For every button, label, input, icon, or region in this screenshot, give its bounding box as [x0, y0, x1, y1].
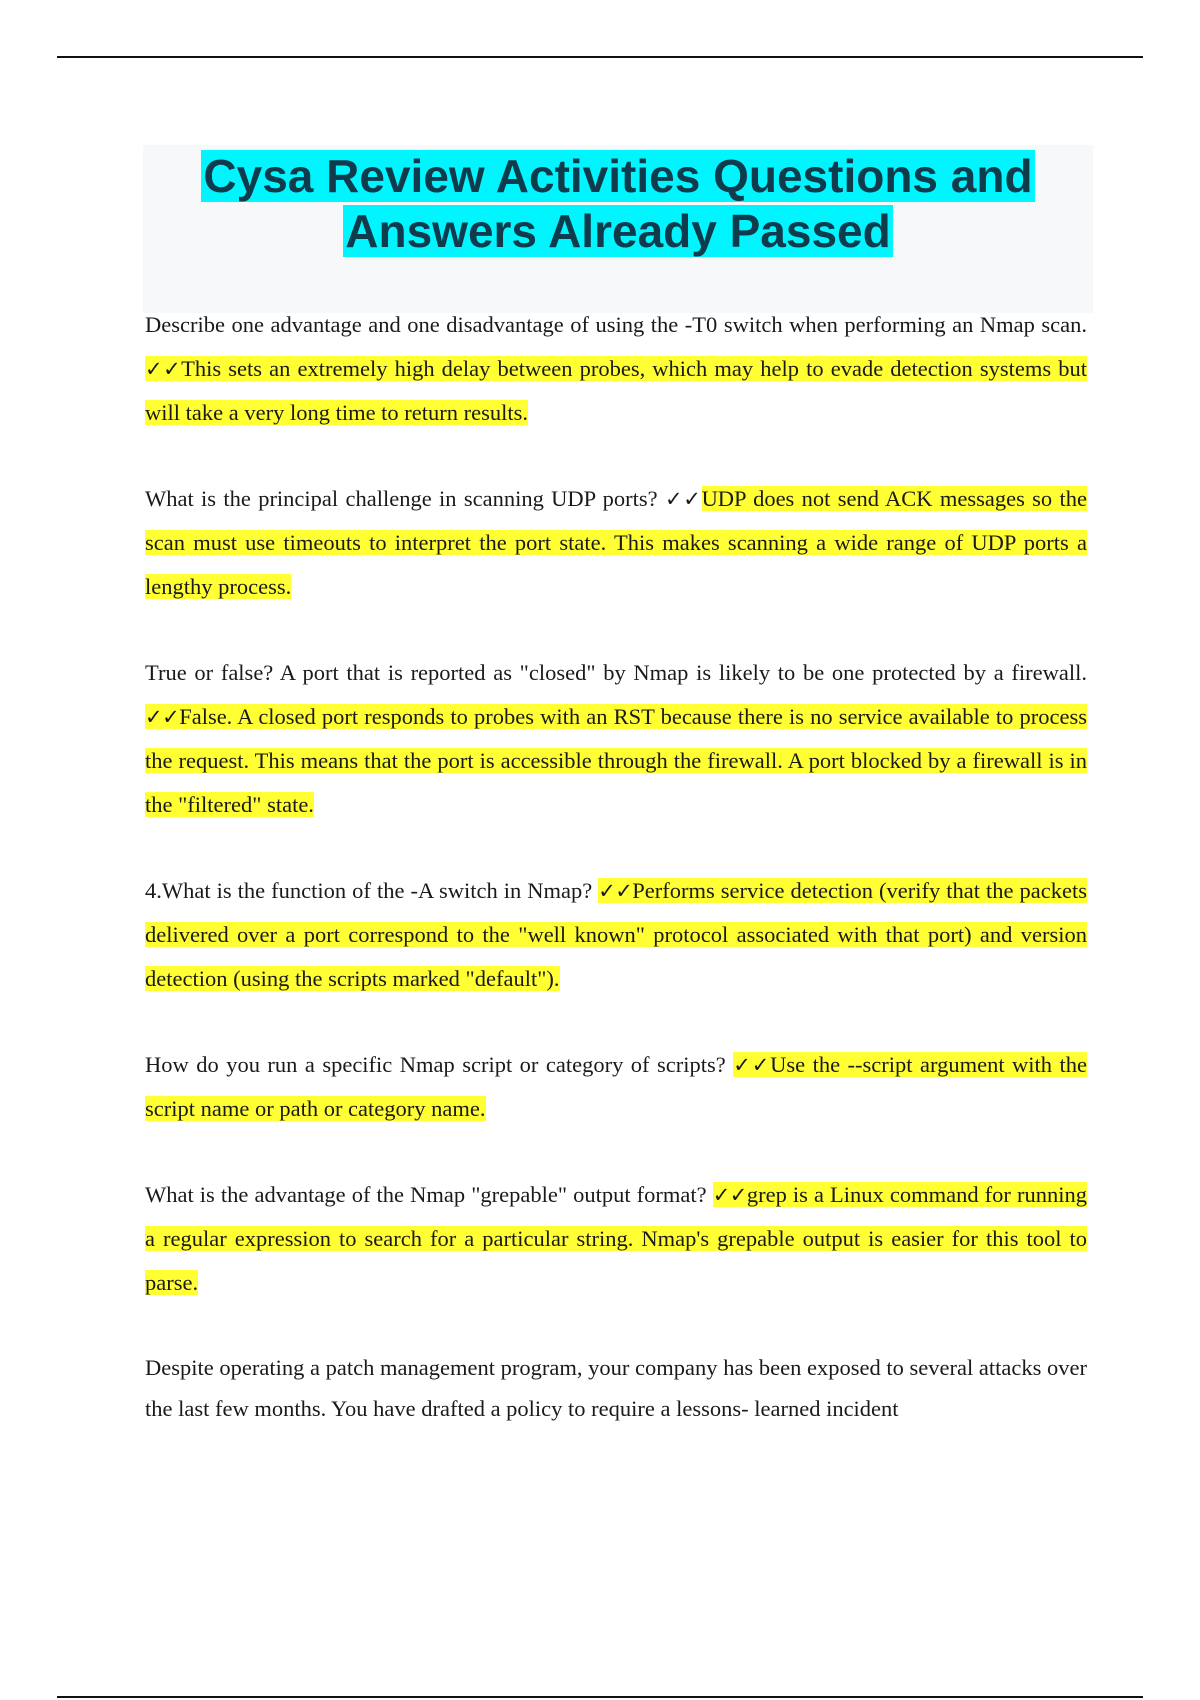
double-check-icon: ✓✓ — [145, 705, 180, 729]
qa-item-2 — [145, 477, 1087, 609]
title-line-2: Answers Already Passed — [345, 205, 891, 257]
answer-text: False. A closed port responds to probes with an RST because there is no service available to process the request. This means that the port is accessible through the firewall. A port blocked by a firewall is in the "filtered" state. — [145, 704, 1087, 817]
double-check-icon: ✓✓ — [712, 1183, 747, 1207]
qa-item-4 — [145, 869, 1087, 1001]
question-text: True or false? A port that is reported as "closed" by Nmap is likely to be one protected by a firewall. — [145, 660, 1087, 685]
answer-text: This sets an extremely high delay between probes, which may help to evade detection systems but will take a very long time to return results. — [145, 356, 1087, 425]
question-text: What is the advantage of the Nmap "grepable" output format? — [145, 1182, 707, 1207]
question-text: 4.What is the function of the -A switch in Nmap? — [145, 878, 593, 903]
answer-highlight — [145, 704, 1087, 817]
qa-item-5 — [145, 1043, 1087, 1131]
question-text: What is the principal challenge in scanning UDP ports? — [145, 486, 658, 511]
top-rule — [57, 56, 1143, 58]
qa-item-3 — [145, 651, 1087, 827]
trailing-paragraph: Despite operating a patch management program, your company has been exposed to several attacks over the last few months. You have drafted a policy to require a lessons- learned incident — [145, 1355, 1087, 1421]
bottom-rule — [57, 1696, 1143, 1698]
double-check-icon: ✓✓ — [664, 487, 702, 511]
double-check-icon: ✓✓ — [733, 1053, 771, 1077]
document-title — [143, 145, 1093, 259]
question-text: How do you run a specific Nmap script or category of scripts? — [145, 1052, 726, 1077]
document-body — [145, 303, 1087, 1429]
answer-text: Performs service detection (verify that the packets delivered over a port correspond to the "well known" protocol associated with that port) and version detection (using the scripts marked "default"). — [145, 878, 1087, 991]
double-check-icon: ✓✓ — [145, 357, 182, 381]
title-line-1: Cysa Review Activities Questions and — [203, 150, 1033, 202]
answer-text: Use the --script argument with the script name or path or category name. — [145, 1052, 1087, 1121]
qa-item-1 — [145, 303, 1087, 435]
question-text: Describe one advantage and one disadvantage of using the -T0 switch when performing an Nmap scan. — [145, 312, 1087, 337]
answer-text: grep is a Linux command for running a regular expression to search for a particular string. Nmap's grepable output is easier for this tool to parse. — [145, 1182, 1087, 1295]
answer-text: UDP does not send ACK messages so the scan must use timeouts to interpret the port state. This makes scanning a wide range of UDP ports a lengthy process. — [145, 486, 1087, 599]
answer-highlight — [145, 356, 1087, 425]
qa-item-6 — [145, 1173, 1087, 1305]
double-check-icon: ✓✓ — [598, 879, 633, 903]
title-block — [143, 145, 1093, 313]
